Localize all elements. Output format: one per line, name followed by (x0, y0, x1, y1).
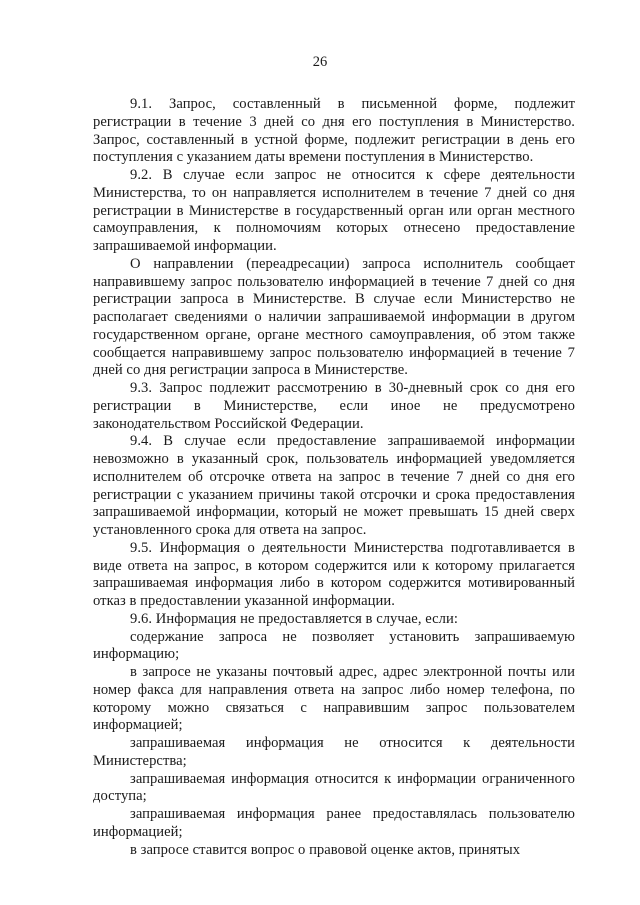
list-item: запрашиваемая информация ранее предоставлялась пользователю информацией; (93, 806, 575, 840)
paragraph-9-4: 9.4. В случае если предоставление запрашиваемой информации невозможно в указанный срок, пользователь информацией уведомляется исполнителем об отсрочке ответа на запрос в течение 7 дней со дня его регистрации с указанием причины такой отсрочки и срока предоставления запрашиваемой информации, который не может превышать 15 дней сверх установленного срока для ответа на запрос. (93, 433, 575, 538)
list-item: запрашиваемая информация не относится к деятельности Министерства; (93, 735, 575, 769)
document-body (93, 96, 575, 859)
paragraph-9-6: 9.6. Информация не предоставляется в случае, если: (130, 610, 458, 627)
paragraph-9-2: 9.2. В случае если запрос не относится к сфере деятельности Министерства, то он направляется исполнителем в течение 7 дней со дня регистрации в Министерстве в государственный орган или орган местного самоуправления, к полномочиям которых отнесено предоставление запрашиваемой информации. (93, 167, 575, 254)
list-item: в запросе не указаны почтовый адрес, адрес электронной почты или номер факса для направления ответа на запрос либо номер телефона, по которому можно связаться с направившим запрос пользователем информацией; (93, 664, 575, 734)
paragraph-9-5: 9.5. Информация о деятельности Министерства подготавливается в виде ответа на запрос, в котором содержится или к которому прилагается запрашиваемая информация либо в котором содержится мотивированный отказ в предоставлении указанной информации. (93, 539, 575, 609)
paragraph-9-1: 9.1. Запрос, составленный в письменной форме, подлежит регистрации в течение 3 дней со дня его поступления в Министерство. Запрос, составленный в устной форме, подлежит регистрации в день его поступления с указанием даты времени поступления в Министерство. (93, 96, 575, 166)
paragraph-redirect-notice: О направлении (переадресации) запроса исполнитель сообщает направившему запрос пользователю информацией в течение 7 дней со дня регистрации запроса в Министерстве. В случае если Министерство не располагает сведениями о наличии запрашиваемой информации в другом государственном органе, органе местного самоуправления, об этом также сообщается направившему запрос пользователю информацией в течение 7 дней со дня регистрации запроса в Министерстве. (93, 255, 575, 379)
page-number: 26 (312, 54, 328, 70)
list-item: в запросе ставится вопрос о правовой оценке актов, принятых (130, 841, 521, 858)
paragraph-9-3: 9.3. Запрос подлежит рассмотрению в 30-дневный срок со дня его регистрации в Министерстве, если иное не предусмотрено законодательством Российской Федерации. (93, 380, 575, 432)
list-item: запрашиваемая информация относится к информации ограниченного доступа; (93, 770, 575, 805)
list-item: содержание запроса не позволяет установить запрашиваемую информацию; (93, 628, 575, 663)
